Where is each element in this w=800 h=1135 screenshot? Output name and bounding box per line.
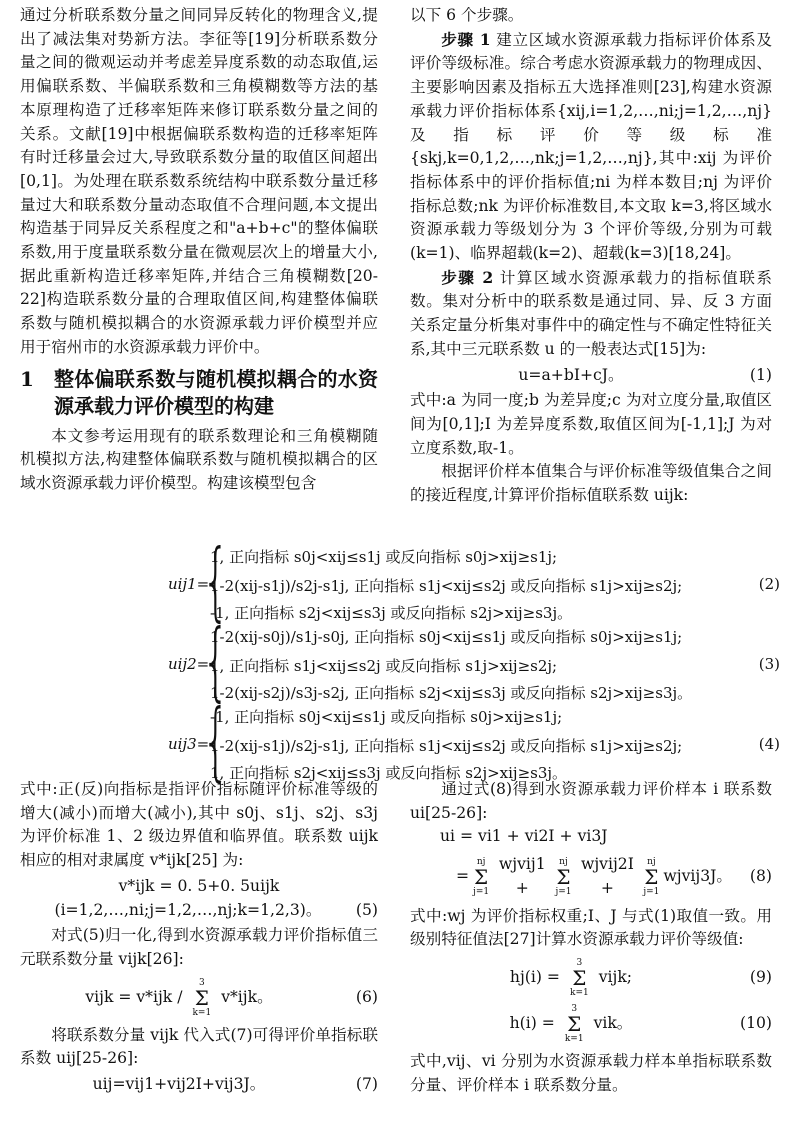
equation-4-number: (4) [758,735,780,753]
equation-6 [20,978,378,1018]
right-column [410,4,772,508]
equation-4-case-1: -1, 正向指标 s0j<xij≤s1j 或反向指标 s0j>xij≥s1j; [210,708,563,726]
step1-text: 建立区域水资源承载力指标评价体系及评价等级标准。综合考虑水资源承载力的物理成因、主要影响因素及指标五大选择准则[23],构建水资源承载力评价指标体系{xij,i=1,2,…,ni;j=1,2,…,nj}及指标评价等级标准{skj,k=0,1,2,…,nk;j=1,2,…,nj},其中:xij 为评价指标体系中的评价指标值;ni 为样本数目;nj 为评价指标总数;nk 为评价标准数目,本文取 k=3,将区域水资源承载力等级划分为 3 个评价等级,分别为可载(k=1)、临界超载(k=2)、超载(k=3)[18,24]。 [410,30,772,263]
step2-label: 步骤 2 [441,267,494,287]
equation-2-case-2: 1-2(xij-s1j)/s2j-s1j, 正向指标 s1j<xij≤s2j 或反向指标 s1j>xij≥s2j; [210,577,683,595]
equation-7 [20,1073,378,1097]
sum-icon: nj Σ j=1 [473,856,490,897]
equation-8-equals: = [456,866,470,885]
normalize-paragraph: 对式(5)归一化,得到水资源承载力评价指标值三元联系数分量 vijk[26]: [20,926,378,968]
section-title: 整体偏联系数与随机模拟耦合的水资源承载力评价模型的构建 [54,366,378,418]
equation-5-line-1: v*ijk = 0. 5+0. 5uijk [118,876,280,895]
equation-6-body [20,978,338,1018]
equation-9-body [410,958,732,998]
equation-3-case-1: 1-2(xij-s0j)/s1j-s0j, 正向指标 s0j<xij≤s1j 或反向指标 s0j>xij≥s1j; [210,628,683,646]
equation-3-case-3: 1-2(xij-s2j)/s3j-s2j, 正向指标 s2j<xij≤s3j 或反向指标 s2j>xij≥s3j。 [210,684,693,702]
step2-text: 计算区域水资源承载力的指标值联系数。集对分析中的联系数是通过同、异、反 3 方面关系定量分析集对事件中的确定性与不确定性特征关系,其中三元联系数 u 的一般表达式[15]为: [410,268,772,358]
equation-8-term-1: wjvij1 + [498,855,546,897]
intro-paragraph: 通过分析联系数分量之间同异反转化的物理含义,提出了减法集对势新方法。李征等[19]分析联系数分量之间的微观运动并考虑差异度系数的动态取值,运用偏联系数、半偏联系数和三角模糊数等方法的基本原理构造了迁移率矩阵来修订联系数分量之间的关系。文献[19]中根据偏联系数构造的迁移率矩阵有时迁移量会过大,导致联系数分量的取值区间超出[0,1]。为处理在联系数系统结构中联系数分量迁移量过大和联系数分量动态取值不合理问题,本文提出构造基于同异反关系程度之和"a+b+c"的整体偏联系数,用于度量联系数分量在微观层次上的增量大小,据此重新构造迁移率矩阵,并结合三角模糊数[20-22]构造联系数分量的合理取值区间,构建整体偏联系数与随机模拟耦合的水资源承载力评价模型并应用于宿州市的水资源承载力评价中。 [20,6,378,356]
equation-3-lhs: uij2= [168,655,210,673]
weight-paragraph: 式中:wj 为评价指标权重;I、J 与式(1)取值一致。用级别特征值法[27]计算水资源承载力评价等级值: [410,906,772,949]
equation-4-case-3: 1, 正向指标 s2j<xij≤s3j 或反向指标 s2j>xij≥s3j。 [210,764,568,782]
equation-4-case-2: 1-2(xij-s1j)/s2j-s1j, 正向指标 s1j<xij≤s2j 或反向指标 s1j>xij≥s2j; [210,737,683,755]
equation-9-rhs: vijk; [598,968,633,987]
sum-upper: nj [476,856,486,867]
equation-2-case-1: 1, 正向指标 s0j<xij≤s1j 或反向指标 s0j>xij≥s1j; [210,548,558,566]
equation-8-body [410,853,732,900]
right-column-bottom [410,778,772,1097]
equation-10-rhs: vik。 [593,1014,633,1033]
equation-5-line-2: (i=1,2,…,ni;j=1,2,…,nj;k=1,2,3)。 [54,900,322,919]
connection-paragraph: 根据评价样本值集合与评价标准等级值集合之间的接近程度,计算评价指标值联系数 uijk: [410,462,772,505]
equation-6-number: (6) [355,987,378,1006]
sum-upper: nj [559,856,568,867]
sum-lower: k=1 [564,1033,584,1044]
sum-icon: nj Σ j=1 [555,856,572,897]
sum-lower: j=1 [643,886,660,897]
equation-2-lhs: uij1= [168,575,210,593]
brace-icon: { [202,531,230,631]
steps-intro: 以下 6 个步骤。 [410,6,524,24]
equation-8-line-1: ui = vi1 + vi2I + vi3J [440,827,608,846]
equation-1-note: 式中:a 为同一度;b 为差异度;c 为对立度分量,取值区间为[0,1];I 为差异度系数,取值区间为[-1,1];J 为对立度系数,取-1。 [410,391,772,457]
equation-6-rhs: v*ijk。 [221,987,273,1006]
equation-2-number: (2) [758,575,780,593]
sum-icon: 3 Σ k=1 [192,977,212,1018]
equation-9-number: (9) [749,968,772,987]
step1-paragraph [410,28,772,266]
left-column-bottom [20,778,378,1099]
sum-icon: nj Σ j=1 [643,856,660,897]
sum-upper: 3 [571,1003,578,1014]
equation-8 [410,853,772,900]
equation-3-number: (3) [758,655,780,673]
sum-upper: nj [647,856,656,867]
section-number: 1 [20,366,34,391]
equation-1-number: (1) [749,365,772,384]
equation-8-term-3: wjvij3J。 [663,866,732,885]
sum-upper: 3 [576,957,583,968]
equation-9-lhs: hj(i) = [509,968,560,987]
equation-2-case-3: -1, 正向指标 s2j<xij≤s3j 或反向指标 s2j>xij≥s3j。 [210,604,573,622]
substitute-paragraph: 将联系数分量 vijk 代入式(7)可得评价单指标联系数 uij[25-26]: [20,1025,378,1068]
brace-icon: { [202,611,230,711]
step2-paragraph [410,266,772,362]
indicator-paragraph: 式中:正(反)向指标是指评价指标随评价标准等级的增大(减小)而增大(减小),其中 s0j、s1j、s2j、s3j 为评价标准 1、2 级边界值和临界值。联系数 uijk 相应的相对隶属度 v*ijk[25] 为: [20,780,378,870]
step1-label: 步骤 1 [441,29,491,49]
sum-upper: 3 [198,977,205,988]
section-heading [20,366,378,420]
equation-1-body: u=a+bI+cJ。 [518,365,624,384]
sum-lower: j=1 [473,886,490,897]
equation-10-body [410,1004,732,1044]
brace-icon: { [202,691,230,791]
equation-7-number: (7) [355,1075,378,1094]
sample-paragraph: 通过式(8)得到水资源承载力评价样本 i 联系数 ui[25-26]: [410,780,772,822]
equation-7-body: uij=vij1+vij2I+vij3J。 [92,1075,266,1094]
components-paragraph: 式中,vij、vi 分别为水资源承载力样本单指标联系数分量、评价样本 i 联系数分量。 [410,1051,772,1094]
sum-lower: k=1 [569,987,589,998]
equation-1 [410,364,772,388]
left-column [20,4,378,496]
equation-8-number: (8) [749,866,772,885]
equation-6-lhs: vijk = v*ijk / [85,987,183,1006]
equation-8-term-2: wjvij2I + [580,855,634,897]
equation-4-lhs: uij3= [168,735,210,753]
equation-3-case-2: 1, 正向指标 s1j<xij≤s2j 或反向指标 s1j>xij≥s2j; [210,657,558,675]
equation-10-lhs: h(i) = [509,1014,555,1033]
sum-icon: 3 Σ k=1 [569,957,589,998]
section-paragraph: 本文参考运用现有的联系数理论和三角模糊随机模拟方法,构建整体偏联系数与随机模拟耦合的区域水资源承载力评价模型。构建该模型包含 [20,426,378,492]
equation-5 [20,875,378,922]
equation-10-number: (10) [739,1014,772,1033]
sum-icon: 3 Σ k=1 [564,1003,584,1044]
sum-lower: j=1 [555,886,572,897]
equation-10 [410,1004,772,1044]
sum-lower: k=1 [192,1007,212,1018]
equation-9 [410,958,772,998]
equation-5-number: (5) [355,900,378,919]
